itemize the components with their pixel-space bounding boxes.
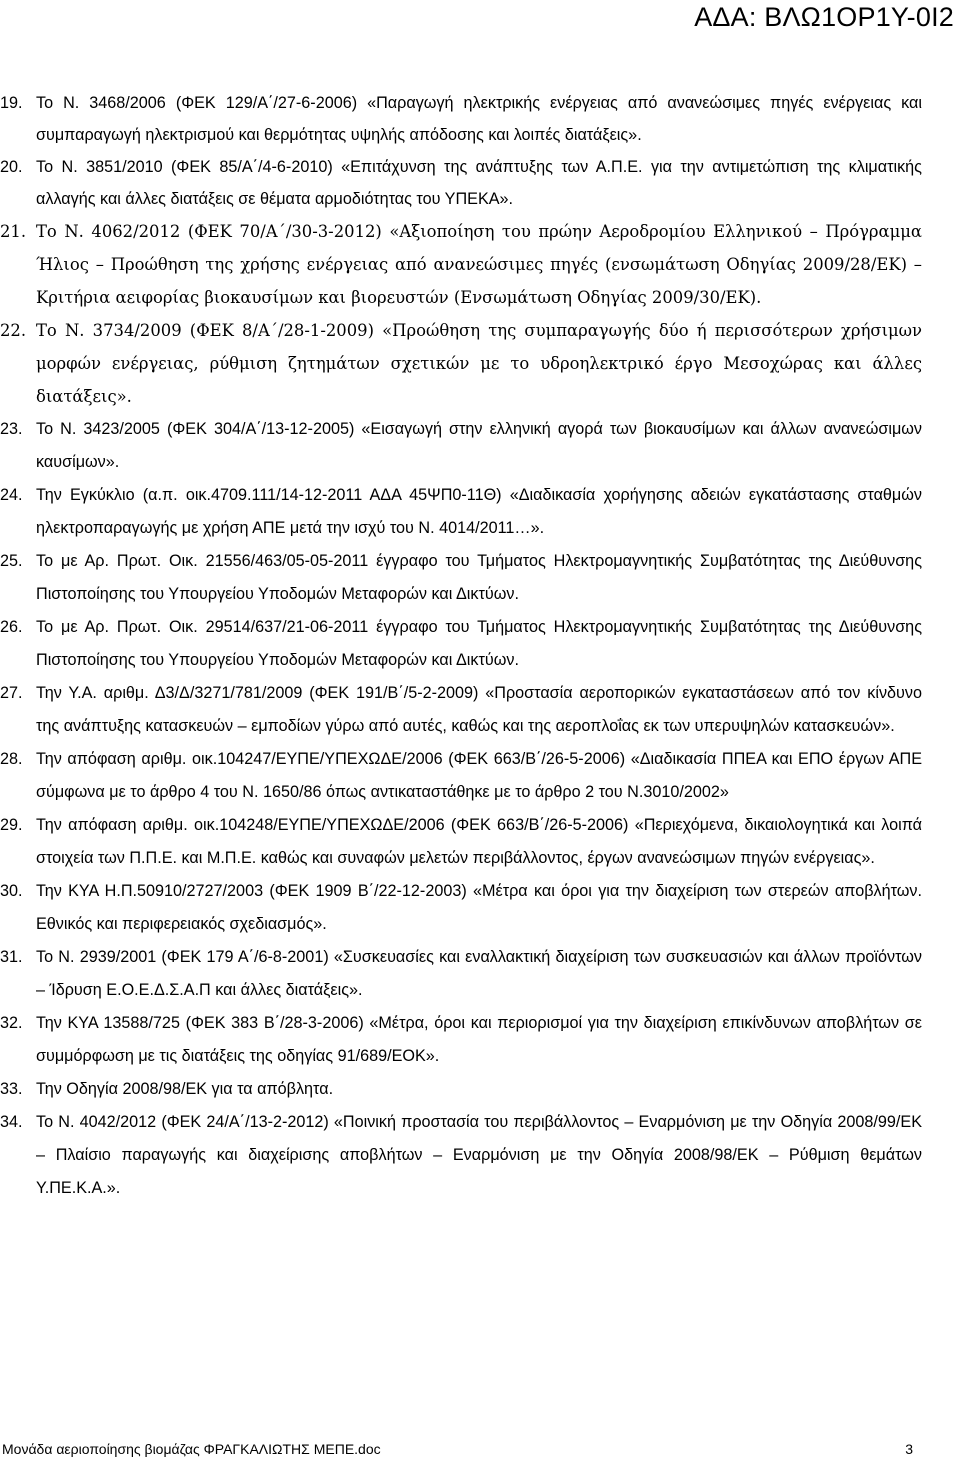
item-number: 23. <box>0 420 23 438</box>
item-number: 31. <box>0 948 23 966</box>
list-item-28 <box>0 743 922 809</box>
list-item-34 <box>0 1106 922 1205</box>
page-number: 3 <box>905 1441 913 1457</box>
list-item-33 <box>0 1073 922 1106</box>
item-text: Την Υ.Α. αριθμ. Δ3/Δ/3271/781/2009 (ΦΕΚ 191/Β΄/5-2-2009) «Προστασία αεροπορικών εγκαταστάσεων από τον κίνδυνο της ανάπτυξης κατασκευών – εμποδίων γύρω από αυτές, καθώς και της αεροπλοΐας εκ των υπερυψηλών κατασκευών». <box>36 684 922 735</box>
item-number: 29. <box>0 816 23 834</box>
list-item-27 <box>0 677 922 743</box>
item-text: Την ΚΥΑ 13588/725 (ΦΕΚ 383 Β΄/28-3-2006) «Μέτρα, όροι και περιορισμοί για την διαχείριση επικίνδυνων αποβλήτων σε συμμόρφωση με τις διατάξεις της οδηγίας 91/689/ΕΟΚ». <box>36 1014 922 1065</box>
list-item-22 <box>0 314 922 413</box>
item-text: Το Ν. 3423/2005 (ΦΕΚ 304/Α΄/13-12-2005) «Εισαγωγή στην ελληνική αγορά των βιοκαυσίμων και άλλων ανανεώσιμων καυσίμων». <box>36 420 922 471</box>
item-number: 19. <box>0 94 23 112</box>
item-text: Το με Αρ. Πρωτ. Οικ. 21556/463/05-05-2011 έγγραφο του Τμήματος Ηλεκτρομαγνητικής Συμβατότητας της Διεύθυνσης Πιστοποίησης του Υπουργείου Υποδομών Μεταφορών και Δικτύων. <box>36 552 922 603</box>
item-text: Το Ν. 2939/2001 (ΦΕΚ 179 Α΄/6-8-2001) «Συσκευασίες και εναλλακτική διαχείριση των συσκευασιών και άλλων προϊόντων – Ίδρυση Ε.Ο.Ε.Δ.Σ.Α.Π και άλλες διατάξεις». <box>36 948 922 999</box>
item-number: 28. <box>0 750 23 768</box>
item-text: Την απόφαση αριθμ. οικ.104248/ΕΥΠΕ/ΥΠΕΧΩΔΕ/2006 (ΦΕΚ 663/Β΄/26-5-2006) «Περιεχόμενα, δικαιολογητικά και λοιπά στοιχεία των Π.Π.Ε. και Μ.Π.Ε. καθώς και συναφών μελετών περιβάλλοντος, έργων ανανεώσιμων πηγών ενέργειας». <box>36 816 922 867</box>
item-number: 20. <box>0 158 23 176</box>
list-item-26 <box>0 611 922 677</box>
list-item-21 <box>0 215 922 314</box>
list-item-29 <box>0 809 922 875</box>
item-text: Την Εγκύκλιο (α.π. οικ.4709.111/14-12-2011 ΑΔΑ 45ΨΠ0-11Θ) «Διαδικασία χορήγησης αδειών εγκατάστασης σταθμών ηλεκτροπαραγωγής με χρήση ΑΠΕ μετά την ισχύ του Ν. 4014/2011…». <box>36 486 922 537</box>
item-number: 30. <box>0 882 23 900</box>
item-number: 24. <box>0 486 23 504</box>
list-item-24 <box>0 479 922 545</box>
item-number: 33. <box>0 1080 23 1098</box>
list-item-20 <box>0 151 922 215</box>
list-item-19 <box>0 87 922 151</box>
item-number: 25. <box>0 552 23 570</box>
footer-document-title: Μονάδα αεριοποίησης βιομάζας ΦΡΑΓΚΑΛΙΩΤΗΣ ΜΕΠΕ.doc <box>2 1441 381 1457</box>
list-item-31 <box>0 941 922 1007</box>
item-text: Την ΚΥΑ Η.Π.50910/2727/2003 (ΦΕΚ 1909 Β΄/22-12-2003) «Μέτρα και όροι για την διαχείριση των στερεών αποβλήτων. Εθνικός και περιφερειακός σχεδιασμός». <box>36 882 922 933</box>
list-item-23 <box>0 413 922 479</box>
item-number: 22. <box>0 321 27 340</box>
item-number: 26. <box>0 618 23 636</box>
item-text: Το Ν. 4062/2012 (ΦΕΚ 70/Α΄/30-3-2012) «Αξιοποίηση του πρώην Αεροδρομίου Ελληνικού – Πρόγραμμα Ήλιος – Προώθηση της χρήσης ενέργειας από ανανεώσιμες πηγές (ενσωμάτωση Οδηγίας 2009/28/ΕΚ) – Κριτήρια αειφορίας βιοκαυσίμων και βιορευστών (Ενσωμάτωση Οδηγίας 2009/30/ΕΚ). <box>36 222 922 307</box>
list-item-25 <box>0 545 922 611</box>
list-item-32 <box>0 1007 922 1073</box>
ada-header: ΑΔΑ: ΒΛΩ1ΟΡ1Υ-0Ι2 <box>694 2 954 32</box>
item-text: Το Ν. 3734/2009 (ΦΕΚ 8/Α΄/28-1-2009) «Προώθηση της συμπαραγωγής δύο ή περισσότερων χρήσιμων μορφών ενέργειας, ρύθμιση ζητημάτων σχετικών με το υδροηλεκτρικό έργο Μεσοχώρας και άλλες διατάξεις». <box>36 321 922 406</box>
item-number: 32. <box>0 1014 23 1032</box>
item-text: Το Ν. 4042/2012 (ΦΕΚ 24/Α΄/13-2-2012) «Ποινική προστασία του περιβάλλοντος – Εναρμόνιση με την Οδηγία 2008/99/ΕΚ – Πλαίσιο παραγωγής και διαχείρισης αποβλήτων – Εναρμόνιση με την Οδηγία 2008/98/ΕΚ – Ρύθμιση θεμάτων Υ.ΠΕ.Κ.Α.». <box>36 1113 922 1197</box>
item-text: Το Ν. 3851/2010 (ΦΕΚ 85/Α΄/4-6-2010) «Επιτάχυνση της ανάπτυξης των Α.Π.Ε. για την αντιμετώπιση της κλιματικής αλλαγής και άλλες διατάξεις σε θέματα αρμοδιότητας του ΥΠΕΚΑ». <box>36 158 922 208</box>
legal-references-list <box>0 87 922 1205</box>
item-number: 27. <box>0 684 23 702</box>
item-text: Την απόφαση αριθμ. οικ.104247/ΕΥΠΕ/ΥΠΕΧΩΔΕ/2006 (ΦΕΚ 663/Β΄/26-5-2006) «Διαδικασία ΠΠΕΑ και ΕΠΟ έργων ΑΠΕ σύμφωνα με το άρθρο 4 του Ν. 1650/86 όπως αντικαταστάθηκε με το άρθρο 2 του Ν.3010/2002» <box>36 750 922 801</box>
item-text: Την Οδηγία 2008/98/ΕΚ για τα απόβλητα. <box>36 1080 334 1098</box>
item-text: Το Ν. 3468/2006 (ΦΕΚ 129/Α΄/27-6-2006) «Παραγωγή ηλεκτρικής ενέργειας από ανανεώσιμες πηγές ενέργειας και συμπαραγωγή ηλεκτρισμού και θερμότητας υψηλής απόδοσης και λοιπές διατάξεις». <box>36 94 922 144</box>
item-number: 21. <box>0 222 27 241</box>
item-number: 34. <box>0 1113 23 1131</box>
item-text: Το με Αρ. Πρωτ. Οικ. 29514/637/21-06-2011 έγγραφο του Τμήματος Ηλεκτρομαγνητικής Συμβατότητας της Διεύθυνσης Πιστοποίησης του Υπουργείου Υποδομών Μεταφορών και Δικτύων. <box>36 618 922 669</box>
list-item-30 <box>0 875 922 941</box>
